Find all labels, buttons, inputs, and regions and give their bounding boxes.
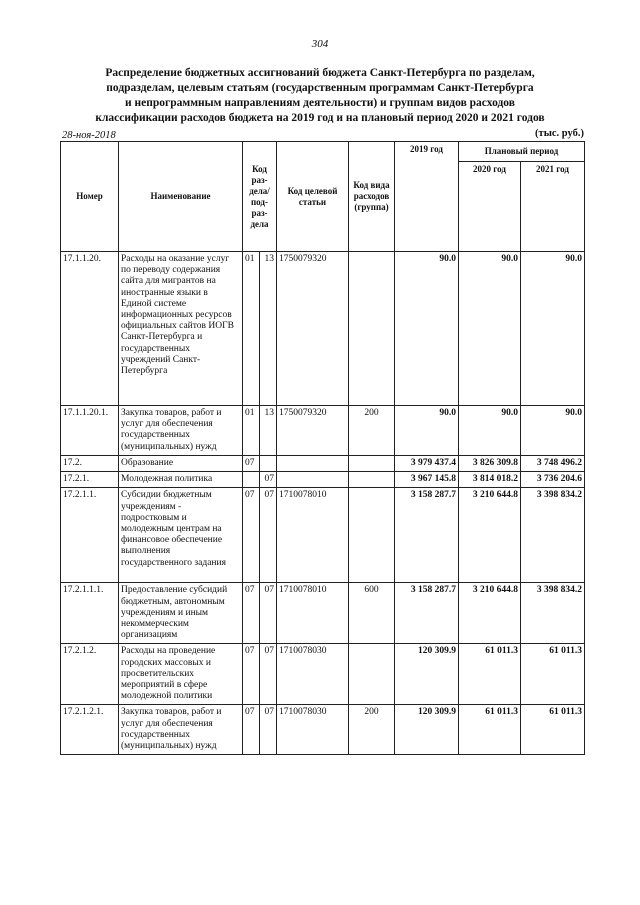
row-razdel: 01 bbox=[243, 252, 260, 406]
row-2020: 90.0 bbox=[459, 406, 521, 456]
row-vid: 600 bbox=[349, 583, 395, 644]
row-id: 17.1.1.20.1. bbox=[61, 406, 119, 456]
row-target: 1710078010 bbox=[277, 583, 349, 644]
row-id: 17.2.1.2. bbox=[61, 644, 119, 705]
row-2021: 90.0 bbox=[521, 406, 585, 456]
table-row bbox=[61, 583, 585, 644]
header-2020: 2020 год bbox=[459, 162, 521, 252]
row-2020: 61 011.3 bbox=[459, 644, 521, 705]
header-name: Наименование bbox=[119, 142, 243, 252]
table-row bbox=[61, 252, 585, 406]
row-name: Закупка товаров, работ и услуг для обеспечения государственных (муниципальных) нужд bbox=[119, 705, 243, 755]
row-name: Закупка товаров, работ и услуг для обеспечения государственных (муниципальных) нужд bbox=[119, 406, 243, 456]
row-podrazdel: 13 bbox=[260, 406, 277, 456]
row-podrazdel: 07 bbox=[260, 472, 277, 488]
row-2020: 3 826 309.8 bbox=[459, 456, 521, 472]
table-row bbox=[61, 406, 585, 456]
row-target: 1710078030 bbox=[277, 644, 349, 705]
row-name: Предоставление субсидий бюджетным, автономным учреждениям и иным некоммерческим организациям bbox=[119, 583, 243, 644]
row-target: 1710078010 bbox=[277, 488, 349, 583]
row-id: 17.2. bbox=[61, 456, 119, 472]
row-2019: 3 979 437.4 bbox=[395, 456, 459, 472]
row-2021: 61 011.3 bbox=[521, 705, 585, 755]
row-name: Молодежная политика bbox=[119, 472, 243, 488]
row-vid bbox=[349, 472, 395, 488]
row-target bbox=[277, 472, 349, 488]
header-2019: 2019 год bbox=[395, 142, 459, 252]
row-name: Образование bbox=[119, 456, 243, 472]
table-row bbox=[61, 644, 585, 705]
row-razdel: 07 bbox=[243, 644, 260, 705]
title-line: классификации расходов бюджета на 2019 год и на плановый период 2020 и 2021 годов bbox=[95, 112, 545, 124]
row-2021: 3 398 834.2 bbox=[521, 488, 585, 583]
row-2020: 3 210 644.8 bbox=[459, 488, 521, 583]
row-vid bbox=[349, 644, 395, 705]
row-2020: 90.0 bbox=[459, 252, 521, 406]
row-2019: 120 309.9 bbox=[395, 705, 459, 755]
row-name: Расходы на оказание услуг по переводу содержания сайта для мигрантов на иностранные языки в Единой системе информационных ресурсов официальных сайтов ИОГВ Санкт-Петербурга и государственных учреждений Санкт-Петербурга bbox=[119, 252, 243, 406]
row-vid: 200 bbox=[349, 406, 395, 456]
row-vid: 200 bbox=[349, 705, 395, 755]
row-2020: 61 011.3 bbox=[459, 705, 521, 755]
row-podrazdel: 07 bbox=[260, 644, 277, 705]
table-row bbox=[61, 456, 585, 472]
row-vid bbox=[349, 252, 395, 406]
row-podrazdel: 13 bbox=[260, 252, 277, 406]
row-2019: 3 967 145.8 bbox=[395, 472, 459, 488]
row-2019: 3 158 287.7 bbox=[395, 583, 459, 644]
row-razdel: 07 bbox=[243, 488, 260, 583]
row-razdel: 07 bbox=[243, 583, 260, 644]
units-label: (тыс. руб.) bbox=[535, 128, 584, 139]
row-target: 1750079320 bbox=[277, 406, 349, 456]
table-row bbox=[61, 472, 585, 488]
row-razdel bbox=[243, 472, 260, 488]
row-razdel: 07 bbox=[243, 456, 260, 472]
row-vid bbox=[349, 456, 395, 472]
row-id: 17.2.1. bbox=[61, 472, 119, 488]
row-id: 17.2.1.1.1. bbox=[61, 583, 119, 644]
document-date: 28-ноя-2018 bbox=[62, 130, 116, 141]
row-target: 1750079320 bbox=[277, 252, 349, 406]
header-section: Код раз-дела/ под-раз-дела bbox=[243, 142, 277, 252]
row-2019: 3 158 287.7 bbox=[395, 488, 459, 583]
row-razdel: 01 bbox=[243, 406, 260, 456]
row-2019: 120 309.9 bbox=[395, 644, 459, 705]
header-expense-type: Код вида расходов (группа) bbox=[349, 142, 395, 252]
row-podrazdel bbox=[260, 456, 277, 472]
row-2019: 90.0 bbox=[395, 406, 459, 456]
header-number: Номер bbox=[61, 142, 119, 252]
title-line: Распределение бюджетных ассигнований бюджета Санкт-Петербурга по разделам, bbox=[105, 67, 535, 79]
header-target: Код целевой статьи bbox=[277, 142, 349, 252]
row-podrazdel: 07 bbox=[260, 488, 277, 583]
row-podrazdel: 07 bbox=[260, 705, 277, 755]
row-target bbox=[277, 456, 349, 472]
table-row bbox=[61, 705, 585, 755]
row-2021: 3 748 496.2 bbox=[521, 456, 585, 472]
row-2021: 61 011.3 bbox=[521, 644, 585, 705]
document-title bbox=[60, 66, 580, 126]
row-id: 17.2.1.1. bbox=[61, 488, 119, 583]
page-number: 304 bbox=[311, 38, 329, 50]
row-2021: 3 736 204.6 bbox=[521, 472, 585, 488]
budget-table bbox=[60, 141, 585, 755]
row-name: Расходы на проведение городских массовых и просветительских мероприятий в сфере молодежной политики bbox=[119, 644, 243, 705]
row-vid bbox=[349, 488, 395, 583]
row-target: 1710078030 bbox=[277, 705, 349, 755]
row-name: Субсидии бюджетным учреждениям - подростковым и молодежным центрам на финансовое обеспечение выполнения государственного задания bbox=[119, 488, 243, 583]
row-2021: 3 398 834.2 bbox=[521, 583, 585, 644]
title-line: и непрограммным направлениям деятельности) и группам видов расходов bbox=[125, 97, 515, 109]
title-line: подразделам, целевым статьям (государственным программам Санкт-Петербурга bbox=[106, 82, 534, 94]
header-planned-period: Плановый период bbox=[459, 142, 585, 162]
header-2021: 2021 год bbox=[521, 162, 585, 252]
row-2020: 3 210 644.8 bbox=[459, 583, 521, 644]
row-id: 17.1.1.20. bbox=[61, 252, 119, 406]
row-2020: 3 814 018.2 bbox=[459, 472, 521, 488]
table-row bbox=[61, 488, 585, 583]
row-2019: 90.0 bbox=[395, 252, 459, 406]
row-podrazdel: 07 bbox=[260, 583, 277, 644]
row-razdel: 07 bbox=[243, 705, 260, 755]
row-2021: 90.0 bbox=[521, 252, 585, 406]
row-id: 17.2.1.2.1. bbox=[61, 705, 119, 755]
